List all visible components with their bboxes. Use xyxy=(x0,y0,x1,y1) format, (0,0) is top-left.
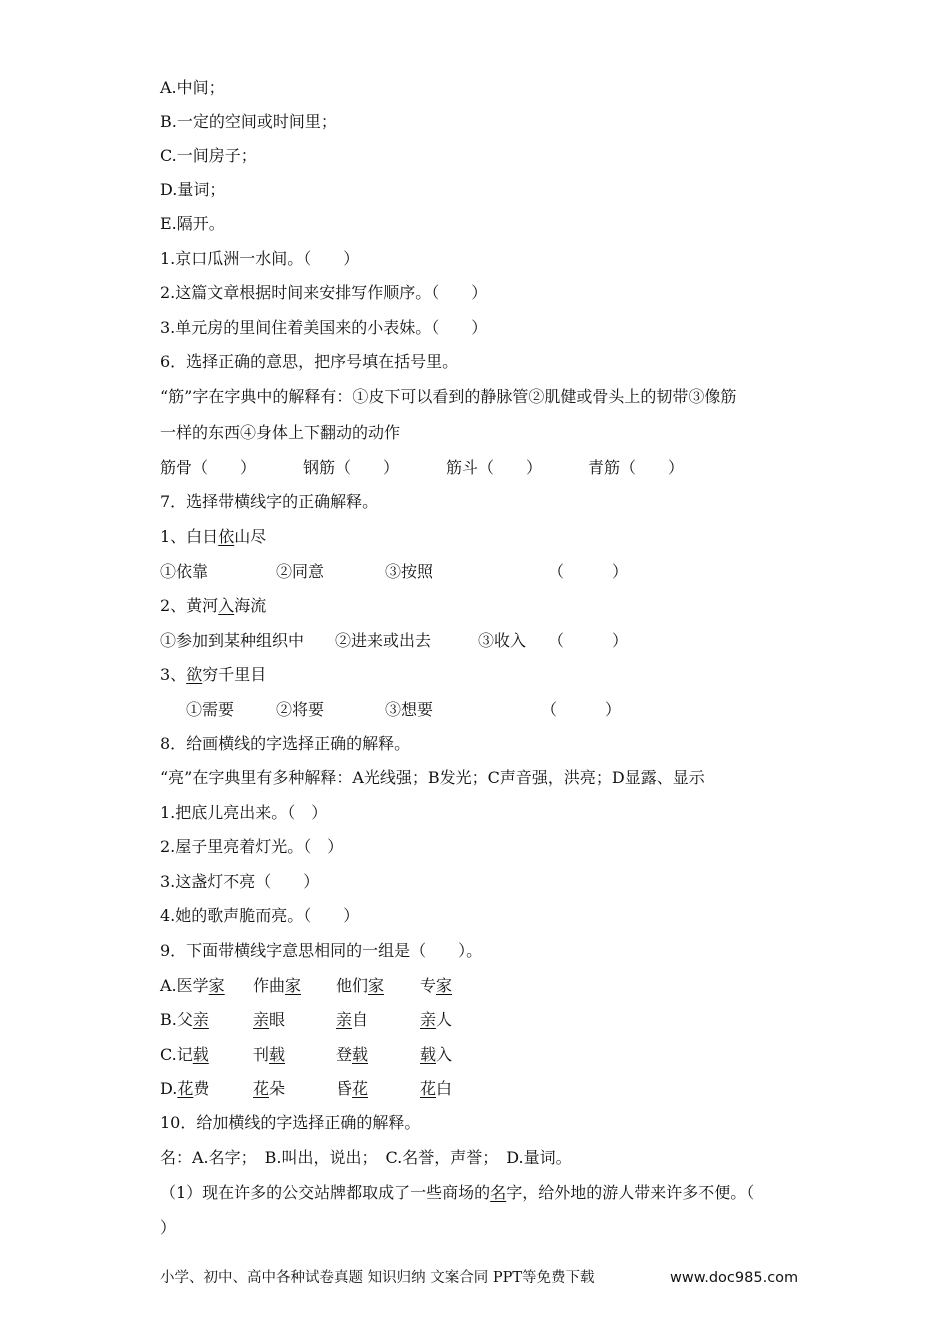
underlined-char: 名 xyxy=(490,1183,507,1202)
s9-word: 花朵 xyxy=(253,1079,286,1098)
s8-question-1: 1.把底儿亮出来。（ ） xyxy=(160,803,328,822)
s7-question-3: 3、欲穷千里目 xyxy=(160,665,267,684)
option-e: E.隔开。 xyxy=(160,214,225,233)
s6-item: 筋斗（ ） xyxy=(446,458,543,477)
s9-word: 载入 xyxy=(420,1045,453,1064)
section-6-definition: “筋”字在字典中的解释有：①皮下可以看到的静脉管②肌健或骨头上的韧带③像筋 xyxy=(160,387,737,406)
section-8-definition: “亮”在字典里有多种解释：A光线强；B发光；C声音强，洪亮；D显露、显示 xyxy=(160,768,705,787)
s9-word: 亲眼 xyxy=(253,1010,286,1029)
underlined-char: 欲 xyxy=(186,665,203,684)
section-6-title: 6．选择正确的意思，把序号填在括号里。 xyxy=(160,352,459,371)
underlined-char: 花 xyxy=(352,1079,369,1098)
underlined-char: 亲 xyxy=(253,1010,270,1029)
underlined-char: 亲 xyxy=(192,1010,209,1029)
s9-word: 亲自 xyxy=(336,1010,369,1029)
underlined-char: 家 xyxy=(208,976,225,995)
underlined-char: 依 xyxy=(218,527,235,546)
s9-word: 登载 xyxy=(336,1045,369,1064)
underlined-char: 家 xyxy=(368,976,385,995)
section-6-definition-cont: 一样的东西④身体上下翻动的动作 xyxy=(160,423,401,442)
s8-question-3: 3.这盏灯不亮（ ） xyxy=(160,872,320,891)
s9-word: C.记载 xyxy=(160,1045,209,1064)
s6-item: 钢筋（ ） xyxy=(303,458,400,477)
s9-word: D.花费 xyxy=(160,1079,210,1098)
underlined-char: 亲 xyxy=(336,1010,353,1029)
s9-row-label: B. xyxy=(160,1010,177,1029)
question-1: 1.京口瓜洲一水间。（ ） xyxy=(160,249,360,268)
s9-word: 昏花 xyxy=(336,1079,369,1098)
section-7-title: 7．选择带横线字的正确解释。 xyxy=(160,492,379,511)
section-9-title: 9．下面带横线字意思相同的一组是（ ）。 xyxy=(160,941,483,960)
s9-word: 亲人 xyxy=(420,1010,453,1029)
s9-row-label: D. xyxy=(160,1079,178,1098)
question-3: 3.单元房的里间住着美国来的小表妹。（ ） xyxy=(160,318,488,337)
underlined-char: 载 xyxy=(420,1045,437,1064)
s9-word: 他们家 xyxy=(336,976,385,995)
section-10-title: 10．给加横线的字选择正确的解释。 xyxy=(160,1113,421,1132)
underlined-char: 载 xyxy=(269,1045,286,1064)
s9-row-label: C. xyxy=(160,1045,177,1064)
footer-text: 小学、初中、高中各种试卷真题 知识归纳 文案合同 PPT等免费下载 xyxy=(160,1270,595,1286)
s8-question-2: 2.屋子里亮着灯光。（ ） xyxy=(160,837,344,856)
underlined-char: 花 xyxy=(253,1079,270,1098)
footer-site[interactable]: www.doc985.com xyxy=(670,1270,799,1286)
s9-word: 作曲家 xyxy=(253,976,302,995)
option-c: C.一间房子； xyxy=(160,146,257,165)
s10-question-1-close: ） xyxy=(160,1218,177,1237)
s10-question-1: （1）现在许多的公交站牌都取成了一些商场的名字，给外地的游人带来许多不便。（ xyxy=(160,1183,755,1202)
s7-question-2: 2、黄河入海流 xyxy=(160,596,267,615)
s7-question-1: 1、白日依山尽 xyxy=(160,527,267,546)
question-2: 2.这篇文章根据时间来安排写作顺序。（ ） xyxy=(160,283,488,302)
section-8-title: 8．给画横线的字选择正确的解释。 xyxy=(160,734,411,753)
s9-word: 刊载 xyxy=(253,1045,286,1064)
page-footer xyxy=(160,1268,800,1288)
underlined-char: 家 xyxy=(285,976,302,995)
underlined-char: 亲 xyxy=(420,1010,437,1029)
s8-question-4: 4.她的歌声脆而亮。（ ） xyxy=(160,906,360,925)
underlined-char: 载 xyxy=(352,1045,369,1064)
underlined-char: 入 xyxy=(218,596,235,615)
underlined-char: 家 xyxy=(436,976,453,995)
section-10-definition: 名：A.名字； B.叫出，说出； C.名誉，声誉； D.量词。 xyxy=(160,1148,572,1167)
underlined-char: 花 xyxy=(420,1079,437,1098)
s9-row-label: A. xyxy=(160,976,177,995)
s9-word: 花白 xyxy=(420,1079,453,1098)
option-a: A.中间； xyxy=(160,78,225,97)
s6-item: 筋骨（ ） xyxy=(160,458,257,477)
underlined-char: 载 xyxy=(192,1045,209,1064)
option-d: D.量词； xyxy=(160,180,226,199)
option-b: B.一定的空间或时间里； xyxy=(160,112,337,131)
s9-word: A.医学家 xyxy=(160,976,225,995)
s6-item: 青筋（ ） xyxy=(588,458,685,477)
s9-word: 专家 xyxy=(420,976,453,995)
underlined-char: 花 xyxy=(177,1079,194,1098)
s9-word: B.父亲 xyxy=(160,1010,209,1029)
